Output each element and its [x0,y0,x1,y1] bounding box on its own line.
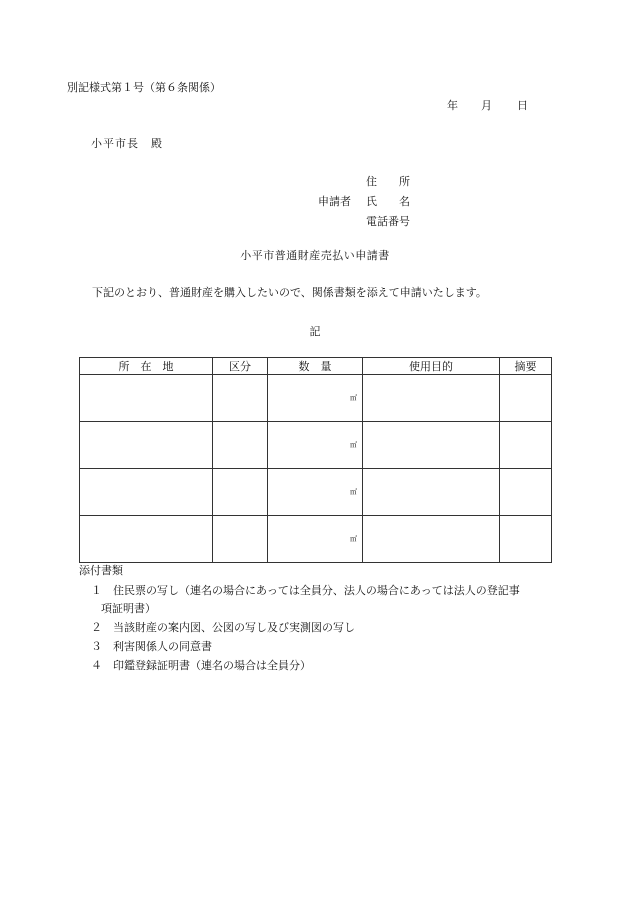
header-quantity: 数 量 [268,358,363,375]
remarks-cell[interactable] [500,422,552,469]
phone-label: 電話番号 [366,215,410,228]
addressee: 小平市長 殿 [91,137,163,150]
attachment-item-1 [91,585,520,596]
quantity-cell[interactable] [268,375,363,422]
header-purpose: 使用目的 [363,358,500,375]
quantity-cell[interactable] [268,422,363,469]
location-cell[interactable] [80,516,213,563]
attachment-number: ２ [91,621,102,634]
attachments-heading: 添付書類 [79,564,123,577]
property-table [79,357,552,563]
ki-marker: 記 [309,325,321,338]
applicant-role: 申請者 [318,195,351,208]
category-cell[interactable] [213,469,268,516]
attachment-item-4 [91,660,311,671]
location-cell[interactable] [80,469,213,516]
unit-label: ㎡ [350,394,357,402]
purpose-cell[interactable] [363,516,500,563]
date-month: 月 [481,99,492,112]
remarks-cell[interactable] [500,516,552,563]
unit-label: ㎡ [350,441,357,449]
name-label: 氏 名 [366,195,410,208]
table-row [80,422,552,469]
header-category: 区分 [213,358,268,375]
form-number: 別記様式第１号（第６条関係） [67,81,221,94]
category-cell[interactable] [213,422,268,469]
attachment-number: ４ [91,659,102,672]
body-text: 下記のとおり、普通財産を購入したいので、関係書類を添えて申請いたします。 [92,286,487,299]
date-line [447,100,528,111]
category-cell[interactable] [213,375,268,422]
date-day: 日 [517,99,528,112]
location-cell[interactable] [80,375,213,422]
remarks-cell[interactable] [500,375,552,422]
table-row [80,516,552,563]
applicant-block [318,176,458,236]
unit-label: ㎡ [350,535,357,543]
category-cell[interactable] [213,516,268,563]
attachment-number: ３ [91,640,102,653]
table-row [80,469,552,516]
table-row [80,375,552,422]
table-header-row [80,358,552,375]
attachment-number: １ [91,584,102,597]
document-title: 小平市普通財産売払い申請書 [240,249,390,262]
purpose-cell[interactable] [363,469,500,516]
header-location: 所 在 地 [80,358,213,375]
remarks-cell[interactable] [500,469,552,516]
attachment-text: 利害関係人の同意書 [113,640,212,653]
address-label: 住 所 [366,175,410,188]
attachment-text: 印鑑登録証明書（連名の場合は全員分） [113,659,311,672]
header-remarks: 摘要 [500,358,552,375]
purpose-cell[interactable] [363,375,500,422]
quantity-cell[interactable] [268,516,363,563]
unit-label: ㎡ [350,488,357,496]
quantity-cell[interactable] [268,469,363,516]
attachment-text: 住民票の写し（連名の場合にあっては全員分、法人の場合にあっては法人の登記事 [113,584,520,597]
date-year: 年 [447,99,458,112]
purpose-cell[interactable] [363,422,500,469]
attachment-text: 当該財産の案内図、公図の写し及び実測図の写し [113,621,355,634]
attachment-item-3 [91,641,212,652]
attachment-item-1-continuation: 項証明書） [101,602,156,615]
location-cell[interactable] [80,422,213,469]
attachment-item-2 [91,622,355,633]
